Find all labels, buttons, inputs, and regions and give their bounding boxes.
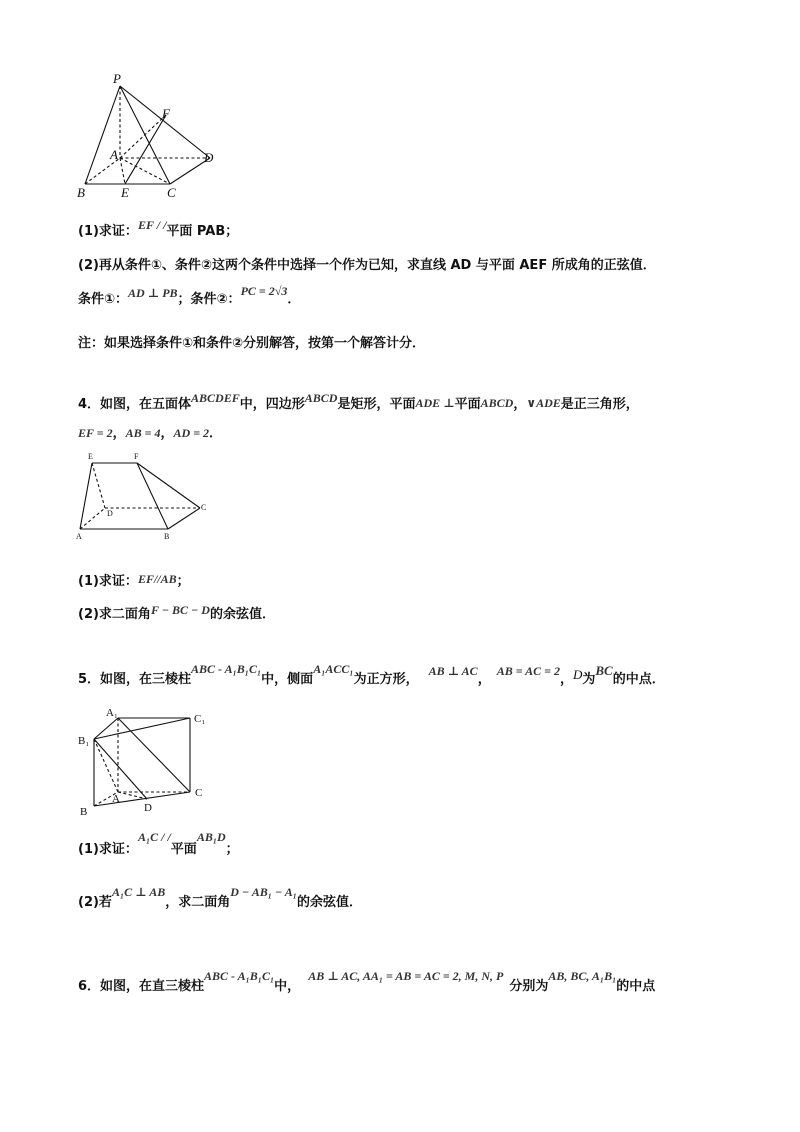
q3-cond-sep: ；条件②： [177,292,241,307]
q5-p2-math2: D − AB₁ − A₁ [230,885,297,899]
q5-t3: 为 [582,672,596,687]
label-P: P [113,71,121,86]
q5-face: A₁ACC₁ [313,662,354,676]
q4-plane2: ABCD [480,396,514,410]
q5-t4: 的中点． [612,672,665,687]
q4-t3: 平面 [454,397,481,412]
q3-conditions [78,284,301,307]
q5-p2-prefix: (2)若 [78,895,112,910]
q5-ab-perp-ac: AB ⊥ AC [428,664,478,678]
label-D: D [204,150,214,165]
q3-p1-prefix: (1)求证： [78,224,138,239]
label-A: A [112,793,120,805]
label-E: E [88,452,93,461]
q4-sep2: ， [160,426,174,441]
q5-t2: 为正方形， [353,672,419,687]
q5-p2-math: A₁C ⊥ AB [111,885,166,899]
q5-part2 [78,885,362,910]
q4-p1-end: ； [176,574,190,589]
label-D: D [107,509,113,518]
q4-stem-line1 [78,393,639,412]
label-B: B [77,185,85,200]
label-C1: C₁ [194,713,206,725]
label-B1: B₁ [78,735,90,747]
q3-part2: (2)再从条件①、条件②这两个条件中选择一个作为已知，求直线 AD 与平面 AEF 所成角的正弦值． [78,258,656,273]
q5-sep2: ， [559,672,573,687]
label-A: A [110,147,118,162]
q5-p1-plane: 平面 [170,842,197,857]
q6-prefix: 6．如图，在直三棱柱 [78,979,205,994]
label-C: C [195,787,203,799]
q3-p1-suffix: 平面 PAB； [166,224,239,239]
q3-cond1-math: AD ⊥ PB [128,286,178,300]
label-B: B [80,806,88,818]
q5-prism: ABC - A₁B₁C₁ [191,662,262,676]
figure-pyramid [70,70,230,205]
q4-stem-line2 [78,422,222,441]
q3-part1 [78,220,238,239]
q4-p2-math: F − BC − D [150,603,210,617]
q6-t2: 分别为 [509,979,549,994]
q5-bc: BC [595,663,613,678]
q4-t5: 是正三角形， [560,397,639,412]
label-F: F [134,452,139,461]
q6-points: AB, BC, A₁B₁ [548,969,617,983]
q3-cond-end: ． [287,292,301,307]
label-C: C [167,185,176,200]
q5-p1-end: ； [225,842,239,857]
q5-d: D [572,667,583,682]
q6-prism: ABC - A₁B₁C₁ [204,969,275,983]
q3-p1-math: EF / / [137,218,167,232]
q5-p2-suffix: 的余弦值． [296,895,362,910]
q4-p1-math: EF//AB [137,572,177,586]
label-E: E [121,185,129,200]
q6-stem [78,969,656,994]
q4-solid: ABCDEF [191,391,240,405]
q4-prefix: 4．如图，在五面体 [78,397,192,412]
q5-t1: 中，侧面 [261,672,314,687]
figure-prism [72,702,222,820]
q5-prefix: 5．如图，在三棱柱 [78,672,192,687]
q5-p1-prefix: (1)求证： [78,842,138,857]
q4-p2-prefix: (2)求二面角 [78,607,151,622]
q5-ab-eq-ac: AB = AC = 2 [496,664,560,678]
q5-part1 [78,830,239,857]
q4-part1 [78,570,190,589]
q4-p1-prefix: (1)求证： [78,574,138,589]
q4-tri: ∨ADE [526,396,561,410]
label-A: A [76,532,82,541]
q3-cond-prefix: 条件①： [78,292,129,307]
label-B: B [164,532,170,541]
q5-sep1: ， [477,672,491,687]
q6-conditions: AB ⊥ AC, AA₁ = AB = AC = 2, M, N, P [308,969,504,983]
q4-p2-suffix: 的余弦值． [209,607,275,622]
q3-cond2-math: PC = 2√3 [240,284,288,298]
q4-plane1: ADE ⊥ [415,396,455,410]
q5-p1-math2: AB₁D [196,830,226,844]
q6-t1: 中， [274,979,301,994]
q6-t3: 的中点 [616,979,656,994]
label-F: F [162,106,170,121]
label-D: D [144,802,152,814]
q4-line2-end: ． [209,426,223,441]
q4-t1: 中，四边形 [239,397,305,412]
q4-ad: AD = 2 [173,426,210,440]
figure-pentahedron [70,448,220,548]
label-A1: A₁ [106,707,118,719]
q4-t4: ， [513,397,527,412]
q4-part2 [78,603,275,622]
q3-note: 注：如果选择条件①和条件②分别解答，按第一个解答计分． [78,336,426,351]
q5-p2-mid: ，求二面角 [165,895,231,910]
q4-t2: 是矩形，平面 [337,397,416,412]
label-C: C [201,503,207,512]
q4-ef: EF = 2 [78,426,113,440]
q4-sep1: ， [112,426,126,441]
q5-p1-math: A₁C / / [137,830,171,844]
q4-ab: AB = 4 [125,426,161,440]
q5-stem [78,662,665,687]
q4-rect: ABCD [304,391,338,405]
